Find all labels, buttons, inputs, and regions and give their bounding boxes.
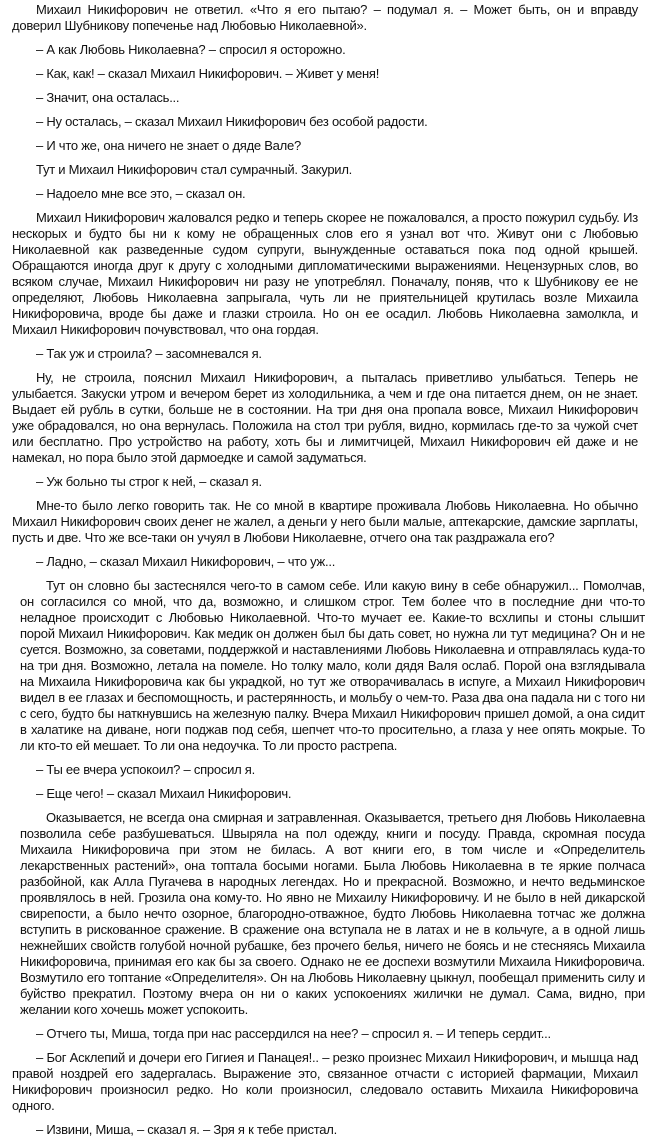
paragraph-dialogue: – Еще чего! – сказал Михаил Никифорович. xyxy=(36,786,292,801)
paragraph-dialogue: – Ты ее вчера успокоил? – спросил я. xyxy=(36,762,255,777)
paragraph-dialogue: – Уж больно ты строг к ней, – сказал я. xyxy=(36,474,262,489)
paragraph-dialogue: – Надоело мне все это, – сказал он. xyxy=(36,186,246,201)
paragraph-narration: Оказывается, не всегда она смирная и затравленная. Оказывается, третьего дня Любовь Николаевна позволила себе разбушеваться. Швыряла на пол одежду, книги и посуду. Правда, скромная посуда Михаила Никифоровича при этом не билась. А вот книги его, в том числе и «Определитель лекарственных растений», она топтала босыми ногами. Была Любовь Николаевна в те яркие полчаса разбойной, как Алла Пугачева в народных легендах. Но и прекрасной. Возможно, и нечто ведьминское проявлялось в ней. Грозила она кому-то. Но явно не Михаилу Никифоровичу. И не было в ней дикарской свирепости, а было нечто озорное, благородно-отважное, будто Любовь Николаевна тотчас же должна вступить в рискованное сражение. В сражение она вступала не в латах и не в кольчуге, а в одной лишь нежнейших свойств голубой ночной рубашке, без прочего белья, ничего не боясь и не стесняясь Михаила Никифоровича, принимая его как бы за своего. Однако не ее доспехи возмутили Михаила Никифоровича. Возмутило его топтание «Определителя». Он на Любовь Николаевну цыкнул, пообещал применить силу и буйство прекратил. Поэтому вчера он ни о каких успокоениях жилички не думал. Сама, видно, при желании кого хочешь может успокоить. xyxy=(20,810,645,1017)
paragraph-narration: Михаил Никифорович не ответил. «Что я его пытаю? – подумал я. – Может быть, он и вправду доверил Шубникову попеченье над Любовью Николаевной». xyxy=(12,2,638,33)
paragraph-narration: Мне-то было легко говорить так. Не со мной в квартире проживала Любовь Николаевна. Но обычно Михаил Никифорович своих денег не жалел, а деньги у него были малые, аптекарские, дамские зарплаты, пусть и две. Что же все-таки он учуял в Любови Николаевне, отчего она так раздражала его? xyxy=(12,498,638,545)
paragraph-dialogue: – Извини, Миша, – сказал я. – Зря я к тебе пристал. xyxy=(36,1122,337,1137)
paragraph-dialogue: – А как Любовь Николаевна? – спросил я осторожно. xyxy=(36,42,346,57)
paragraph-narration: Михаил Никифорович жаловался редко и теперь скорее не пожаловался, а просто пожурил судьбу. Из нескорых и будто бы ни к кому не обращенных слов его я узнал вот что. Живут они с Любовью Николаевной как разведенные судом супруги, вынужденные оставаться пока под одной крышей. Обращаются иногда друг к другу с холодными дипломатическими выражениями. Нецензурных слов, во всяком случае, Михаил Никифорович ни разу не употреблял. Поначалу, поняв, что к Шубникову ее не определяют, Любовь Николаевна запрыгала, чуть ли не приятельницей крутилась возле Михаила Никифоровича, вроде бы даже и глазки строила. Но он ее осадил. Любовь Николаевна замолкла, и Михаил Никифорович почувствовал, что она гордая. xyxy=(12,210,638,337)
paragraph-narration: Тут он словно бы застеснялся чего-то в самом себе. Или какую вину в себе обнаружил... Помолчав, он согласился со мной, что да, возможно, и слишком строг. Тем более что в последние дни что-то неладное происходит с Любовью Николаевной. Что-то мучает ее. Какие-то всхлипы и стоны слышит порой Михаил Никифорович. Как медик он должен был бы дать совет, но нужна ли тут медицина? Он и не суется. Возможно, за советами, поддержкой и наставлениями Любовь Николаевна и отправлялась куда-то на три дня. Возможно, летала на помеле. Но толку мало, коли дядя Валя ослаб. Порой она взглядывала на Михаила Никифоровича как бы украдкой, но тут же отворачивалась в испуге, а Михаил Никифорович видел в ее глазах и беспомощность, и растерянность, и мольбу о чем-то. Раза два она падала ни с того ни с сего, будто бы наткнувшись на железную палку. Вчера Михаил Никифорович пришел домой, а она сидит в халатике на диване, ноги поджав под себя, шепчет что-то просительно, а глаза у нее опять мокрые. То ли кто-то ей мешает. То ли она недоучка. То ли просто растрепа. xyxy=(20,578,645,753)
paragraph-dialogue-long: – Бог Асклепий и дочери его Гигиея и Панацея!.. – резко произнес Михаил Никифорович, и мышца над правой ноздрей его задергалась. Выражение это, связанное отчасти с историей фармации, Михаил Никифорович произносил редко. Но коли произносил, следовало оставить Михаила Никифоровича одного. xyxy=(12,1050,638,1113)
paragraph-dialogue: – Так уж и строила? – засомневался я. xyxy=(36,346,262,361)
paragraph-dialogue: – Ну осталась, – сказал Михаил Никифорович без особой радости. xyxy=(36,114,428,129)
paragraph-dialogue: – Ладно, – сказал Михаил Никифорович, – что уж... xyxy=(36,554,336,569)
paragraph-narration: Ну, не строила, пояснил Михаил Никифорович, а пыталась приветливо улыбаться. Теперь не улыбается. Закуски утром и вечером берет из холодильника, а чем и где она питается днем, он не знает. Выдает ей рубль в сутки, больше не в состоянии. На три дня она пропала вовсе, Михаил Никифорович уже обрадовался, но она вернулась. Положила на стол три рубля, видно, кормилась где-то за чужой счет или бесплатно. Про устройство на работу, хоть бы и лимитчицей, Михаил Никифорович ей даже и не намекал, но пора было этой дармоедке и самой задуматься. xyxy=(12,370,638,465)
paragraph-narration-short: Тут и Михаил Никифорович стал сумрачный. Закурил. xyxy=(36,162,353,177)
paragraph-dialogue: – Как, как! – сказал Михаил Никифорович. – Живет у меня! xyxy=(36,66,380,81)
paragraph-dialogue: – И что же, она ничего не знает о дяде Вале? xyxy=(36,138,301,153)
paragraph-dialogue: – Отчего ты, Миша, тогда при нас рассердился на нее? – спросил я. – И теперь сердит... xyxy=(36,1026,551,1041)
paragraph-dialogue: – Значит, она осталась... xyxy=(36,90,180,105)
